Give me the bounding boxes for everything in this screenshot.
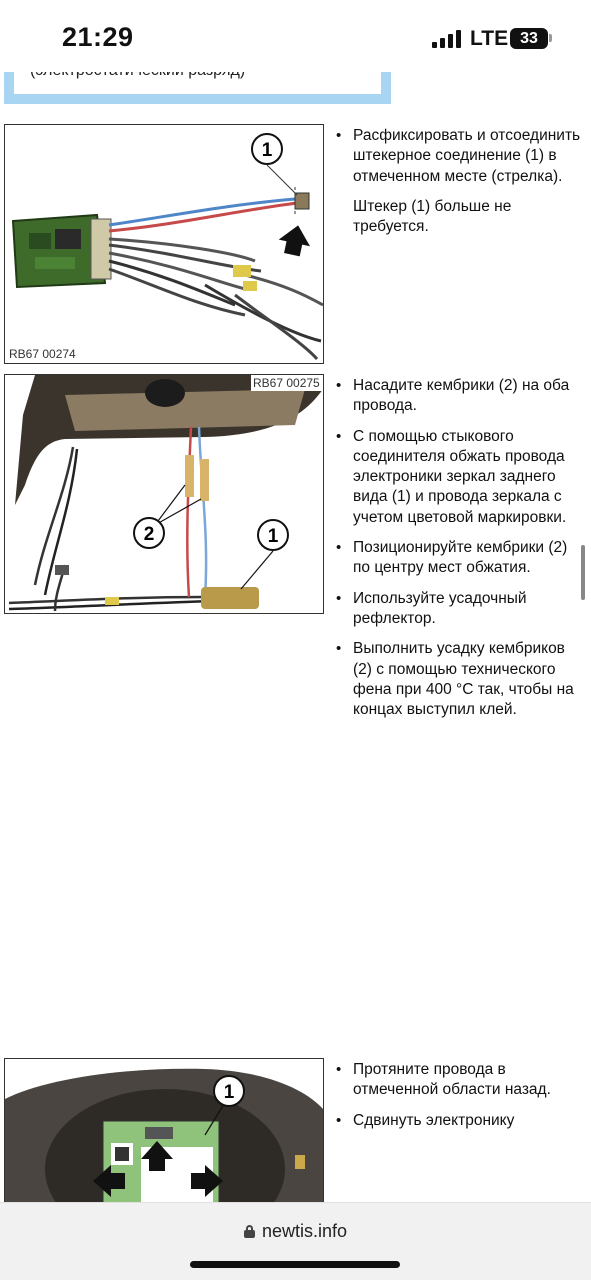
figure-route-wires	[4, 1058, 324, 1208]
url-field[interactable]	[0, 1221, 591, 1242]
list-item: • Позиционируйте кембрики (2) по центру мест обжатия.	[334, 538, 584, 579]
figure-caption: RB67 00274	[9, 347, 76, 361]
battery-icon: 33	[510, 28, 548, 49]
connector-illustration	[5, 125, 323, 363]
mirror-wiring-illustration	[5, 375, 323, 613]
list-item: • Насадите кембрики (2) на оба провода.	[334, 376, 584, 417]
callout-number: 1	[261, 140, 273, 161]
scrollbar[interactable]	[581, 545, 585, 600]
figure-caption: RB67 00275	[253, 376, 320, 390]
instruction-list-2	[334, 376, 584, 730]
list-item: • Протяните провода в отмеченной области назад.	[334, 1060, 584, 1101]
callout-number: 2	[143, 524, 155, 545]
figure-connector-unplug	[4, 124, 324, 364]
url-text: newtis.info	[261, 1221, 348, 1241]
note-item: Штекер (1) больше не требуется.	[353, 197, 512, 236]
callout-number: 1	[267, 526, 279, 547]
list-item: • Выполнить усадку кембриков (2) с помощью технического фена при 400 °C так, чтобы на концах выступил клей.	[334, 639, 584, 720]
list-item: • Расфиксировать и отсоединить штекерное соединение (1) в отмеченном месте (стрелка).	[334, 126, 584, 187]
figure-crimp-wires	[4, 374, 324, 614]
network-label: LTE	[470, 27, 509, 50]
signal-icon	[432, 30, 462, 48]
instruction-list-3	[334, 1060, 584, 1202]
instruction-list-1	[334, 126, 584, 247]
electronics-illustration	[5, 1059, 323, 1208]
status-bar	[0, 0, 591, 72]
status-time: 21:29	[62, 22, 134, 52]
list-item: • Используйте усадочный рефлектор.	[334, 589, 584, 630]
callout-number: 1	[223, 1082, 235, 1103]
browser-address-bar[interactable]	[0, 1202, 591, 1280]
list-item: • С помощью стыкового соединителя обжать провода электроники зеркал заднего вида (1) и провода зеркала с учетом цветовой маркировки.	[334, 427, 584, 528]
lock-icon	[244, 1225, 255, 1238]
battery-tip	[549, 34, 552, 42]
home-indicator[interactable]	[190, 1261, 400, 1268]
list-item: • Сдвинуть электронику	[334, 1111, 584, 1131]
